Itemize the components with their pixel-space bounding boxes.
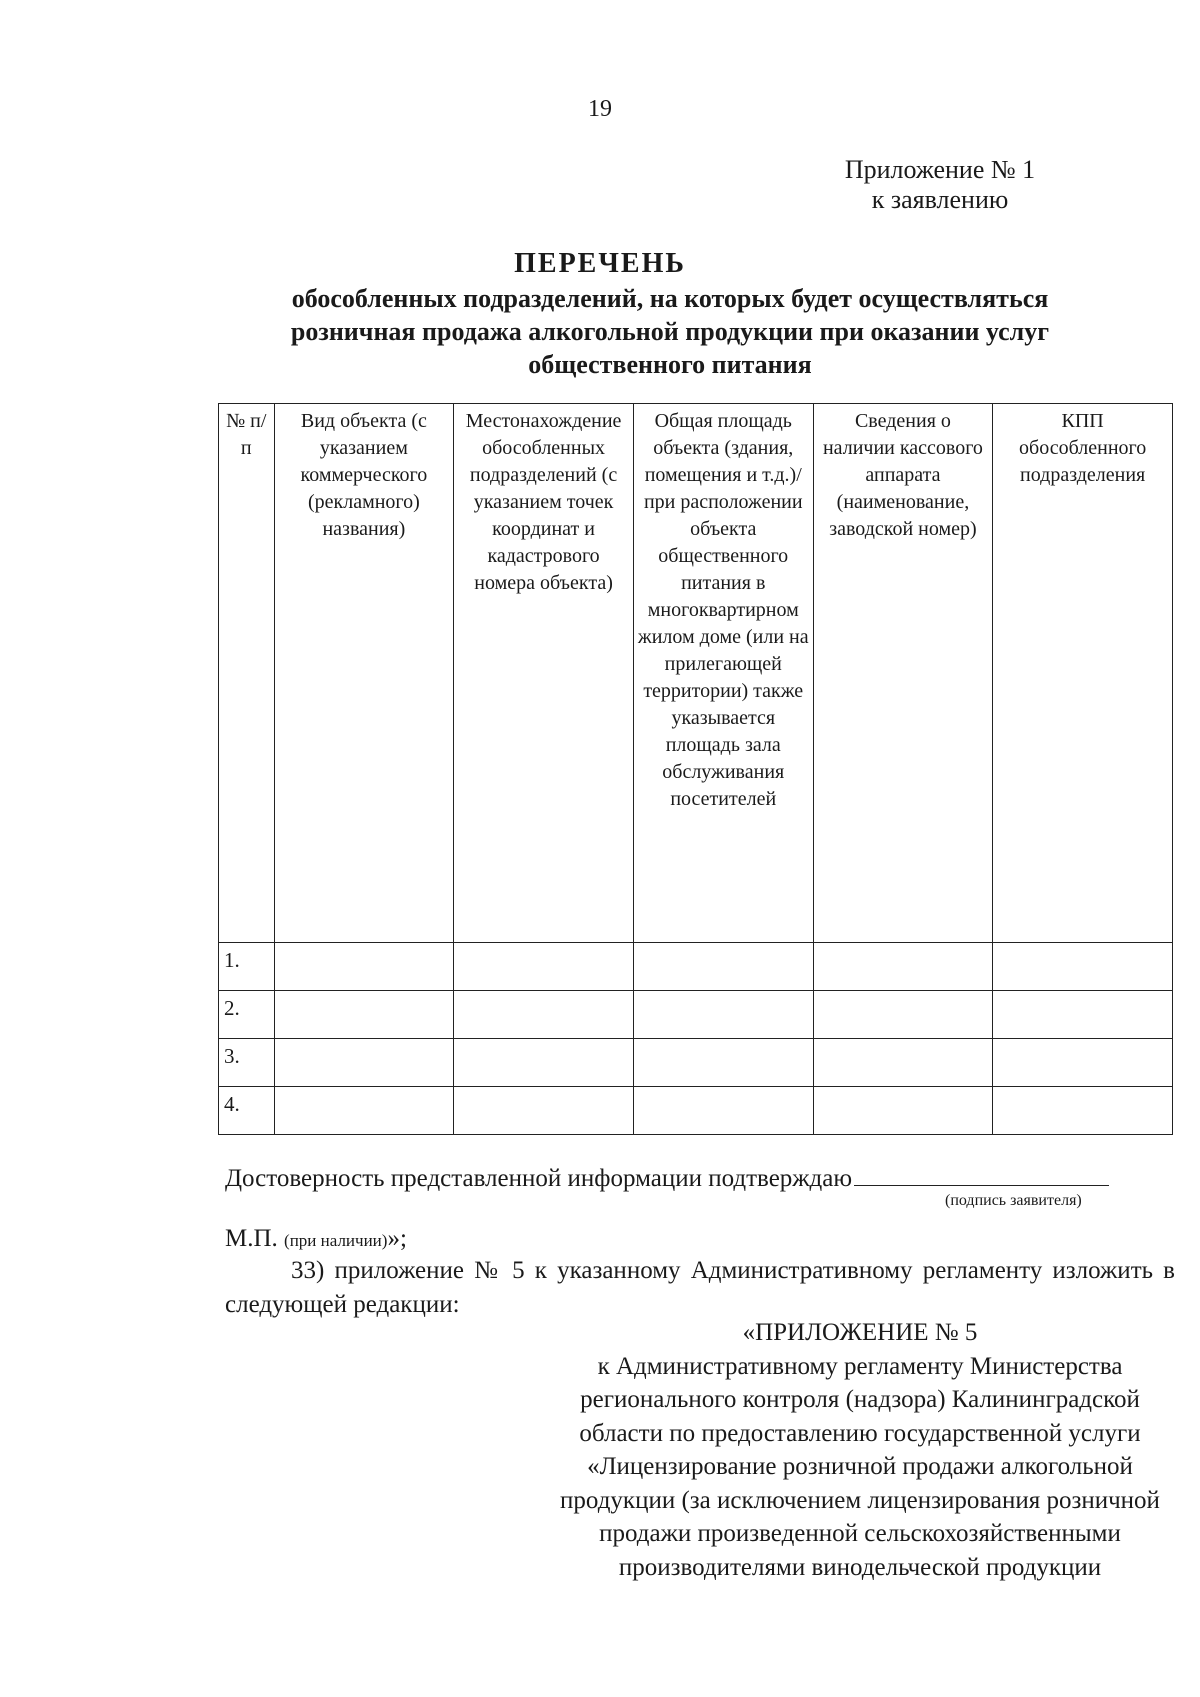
subdivisions-table — [218, 403, 1173, 1135]
appendix-line-2: к заявлению — [871, 185, 1009, 214]
confirmation-text: Достоверность представленной информации подтверждаю — [225, 1165, 853, 1192]
header-area: Общая площадь объекта (здания, помещения и т.д.)/при расположении объекта общественного питания в многоквартирном жилом доме (или на прилегающей территории) также указывается площадь зала обслуживания посетителей — [633, 404, 813, 943]
table-cell[interactable] — [274, 1087, 454, 1135]
table-row — [219, 991, 1173, 1039]
page-number: 19 — [588, 96, 612, 122]
row-number: 2. — [219, 991, 275, 1039]
header-cash-register: Сведения о наличии кассового аппарата (наименование, заводской номер) — [813, 404, 993, 943]
signature-caption: (подпись заявителя) — [945, 1192, 1082, 1209]
regulation-appendix — [540, 1316, 1180, 1584]
regulation-heading: «ПРИЛОЖЕНИЕ № 5 — [742, 1319, 978, 1346]
table-cell[interactable] — [633, 943, 813, 991]
document-subtitle: обособленных подразделений, на которых будет осуществляться розничная продажа алкогольной продукции при оказании услуг общественного питания — [290, 284, 1050, 379]
seal-suffix: »; — [387, 1225, 407, 1252]
table-cell[interactable] — [813, 1087, 993, 1135]
header-kpp: КПП обособленного подразделения — [993, 404, 1173, 943]
seal-line — [225, 1225, 407, 1253]
table-cell[interactable] — [454, 991, 634, 1039]
row-number: 1. — [219, 943, 275, 991]
table-cell[interactable] — [633, 1039, 813, 1087]
table-cell[interactable] — [813, 991, 993, 1039]
signature-field[interactable] — [854, 1161, 1109, 1186]
table-row — [219, 1039, 1173, 1087]
table-cell[interactable] — [993, 991, 1173, 1039]
table-cell[interactable] — [454, 1087, 634, 1135]
header-location: Местонахождение обособленных подразделений (с указанием точек координат и кадастрового номера объекта) — [454, 404, 634, 943]
table-cell[interactable] — [274, 943, 454, 991]
seal-label: М.П. — [225, 1225, 278, 1252]
item-33-paragraph: 33) приложение № 5 к указанному Административному регламенту изложить в следующей редакции: — [225, 1257, 1175, 1318]
appendix-label — [780, 155, 1100, 215]
table-row — [219, 943, 1173, 991]
regulation-text: к Административному регламенту Министерства регионального контроля (надзора) Калининградской области по предоставлению государственной услуги «Лицензирование розничной продажи алкогольной продукции (за исключением лицензирования розничной продажи произведенной сельскохозяйственными производителями винодельческой продукции — [560, 1352, 1160, 1581]
row-number: 3. — [219, 1039, 275, 1087]
appendix-line-1: Приложение № 1 — [844, 155, 1036, 184]
seal-note: (при наличии) — [284, 1231, 388, 1250]
table-cell[interactable] — [993, 943, 1173, 991]
table-cell[interactable] — [633, 1087, 813, 1135]
table-cell[interactable] — [454, 943, 634, 991]
table-cell[interactable] — [993, 1087, 1173, 1135]
table-cell[interactable] — [274, 991, 454, 1039]
confirmation-line — [225, 1161, 1175, 1193]
table-cell[interactable] — [274, 1039, 454, 1087]
table-cell[interactable] — [993, 1039, 1173, 1087]
table-cell[interactable] — [813, 943, 993, 991]
header-object-type: Вид объекта (с указанием коммерческого (рекламного) названия) — [274, 404, 454, 943]
table-header-row — [219, 404, 1173, 943]
header-number: № п/п — [219, 404, 275, 943]
table-cell[interactable] — [633, 991, 813, 1039]
row-number: 4. — [219, 1087, 275, 1135]
table-cell[interactable] — [454, 1039, 634, 1087]
table-cell[interactable] — [813, 1039, 993, 1087]
table-row — [219, 1087, 1173, 1135]
document-title: ПЕРЕЧЕНЬ — [514, 248, 686, 279]
